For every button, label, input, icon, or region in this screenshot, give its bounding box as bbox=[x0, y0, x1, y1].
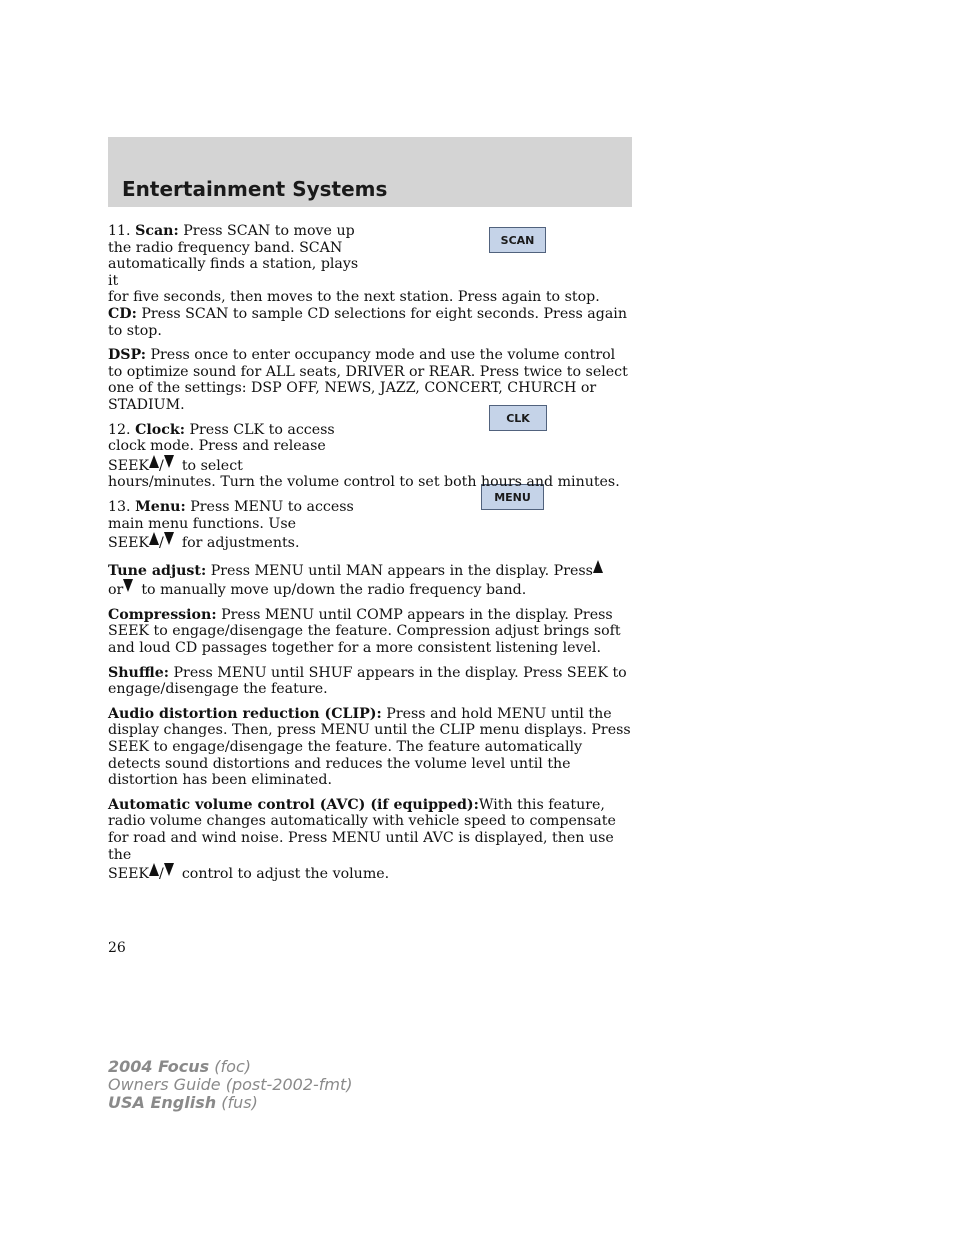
avc-label: Automatic volume control (AVC) (if equipped): bbox=[108, 796, 479, 813]
compression-paragraph: Compression: Press MENU until COMP appears in the display. Press SEEK to engage/disengage the feature. Compression adjust brings soft and loud CD passages together for a more consistent listening level. bbox=[108, 606, 621, 657]
tune-adjust-paragraph: Tune adjust: Press MENU until MAN appears in the display. Press or to manually move up/down the radio frequency band. bbox=[108, 560, 632, 599]
menu-label: Menu: bbox=[135, 498, 186, 515]
avc-paragraph: Automatic volume control (AVC) (if equipped):With this feature, radio volume changes automatically with vehicle speed to compensate for road and wind noise. Press MENU until AVC is displayed, then use the SEEK / control to adjust the volume. bbox=[108, 796, 616, 883]
dsp-paragraph: DSP: Press once to enter occupancy mode and use the volume control to optimize sound for ALL seats, DRIVER or REAR. Press twice to select one of the settings: DSP OFF, NEWS, JAZZ, CONCERT, CHURCH or STADIUM. bbox=[108, 347, 628, 413]
footer-line-language: USA English (fus) bbox=[108, 1093, 258, 1112]
scan-paragraph-continued: for five seconds, then moves to the next station. Press again to stop. CD: Press SCAN to sample CD selections for eight seconds. Press again to stop. bbox=[108, 289, 627, 339]
clk-button-illustration: CLK bbox=[489, 405, 547, 431]
menu-paragraph: 13. Menu: Press MENU to access main menu functions. Use SEEK / for adjustments. bbox=[108, 498, 354, 552]
clip-label: Audio distortion reduction (CLIP): bbox=[108, 705, 382, 722]
clock-paragraph-continued: hours/minutes. Turn the volume control to set both hours and minutes. bbox=[108, 474, 620, 491]
shuffle-paragraph: Shuffle: Press MENU until SHUF appears in the display. Press SEEK to engage/disengage the feature. bbox=[108, 664, 627, 698]
clip-paragraph: Audio distortion reduction (CLIP): Press and hold MENU until the display changes. Then, press MENU until the CLIP menu displays. Press SEEK to engage/disengage the feature. The feature automatically detects sound distortions and reduces the volume level until the distortion has been eliminated. bbox=[108, 705, 631, 789]
seek-down-arrow-icon bbox=[164, 532, 174, 545]
scan-label: Scan: bbox=[135, 223, 179, 239]
scan-button-illustration: SCAN bbox=[489, 227, 546, 253]
shuffle-label: Shuffle: bbox=[108, 664, 169, 681]
seek-up-arrow-icon bbox=[149, 863, 159, 876]
seek-down-arrow-icon bbox=[164, 455, 174, 468]
cd-label: CD: bbox=[108, 305, 137, 322]
tune-up-arrow-icon bbox=[593, 560, 603, 573]
manual-body bbox=[108, 223, 632, 891]
seek-up-arrow-icon bbox=[149, 455, 159, 468]
document-footer bbox=[108, 1058, 353, 1112]
seek-down-arrow-icon bbox=[164, 863, 174, 876]
page-number: 26 bbox=[108, 940, 126, 956]
footer-line-guide: Owners Guide (post-2002-fmt) bbox=[108, 1075, 353, 1094]
tune-down-arrow-icon bbox=[123, 579, 133, 592]
menu-button-illustration: MENU bbox=[481, 484, 544, 510]
clock-paragraph: 12. Clock: Press CLK to access clock mode. Press and release SEEK / to select bbox=[108, 421, 335, 474]
section-title: Entertainment Systems bbox=[122, 177, 388, 201]
scan-paragraph: 11. Scan: Press SCAN to move up the radio frequency band. SCAN automatically finds a station, plays it bbox=[108, 223, 359, 289]
dsp-label: DSP: bbox=[108, 347, 146, 364]
seek-up-arrow-icon bbox=[149, 532, 159, 545]
tune-adjust-label: Tune adjust: bbox=[108, 562, 207, 579]
clock-label: Clock: bbox=[135, 421, 185, 438]
footer-line-model: 2004 Focus (foc) bbox=[108, 1057, 251, 1076]
section-header-band bbox=[108, 137, 632, 207]
compression-label: Compression: bbox=[108, 606, 217, 623]
